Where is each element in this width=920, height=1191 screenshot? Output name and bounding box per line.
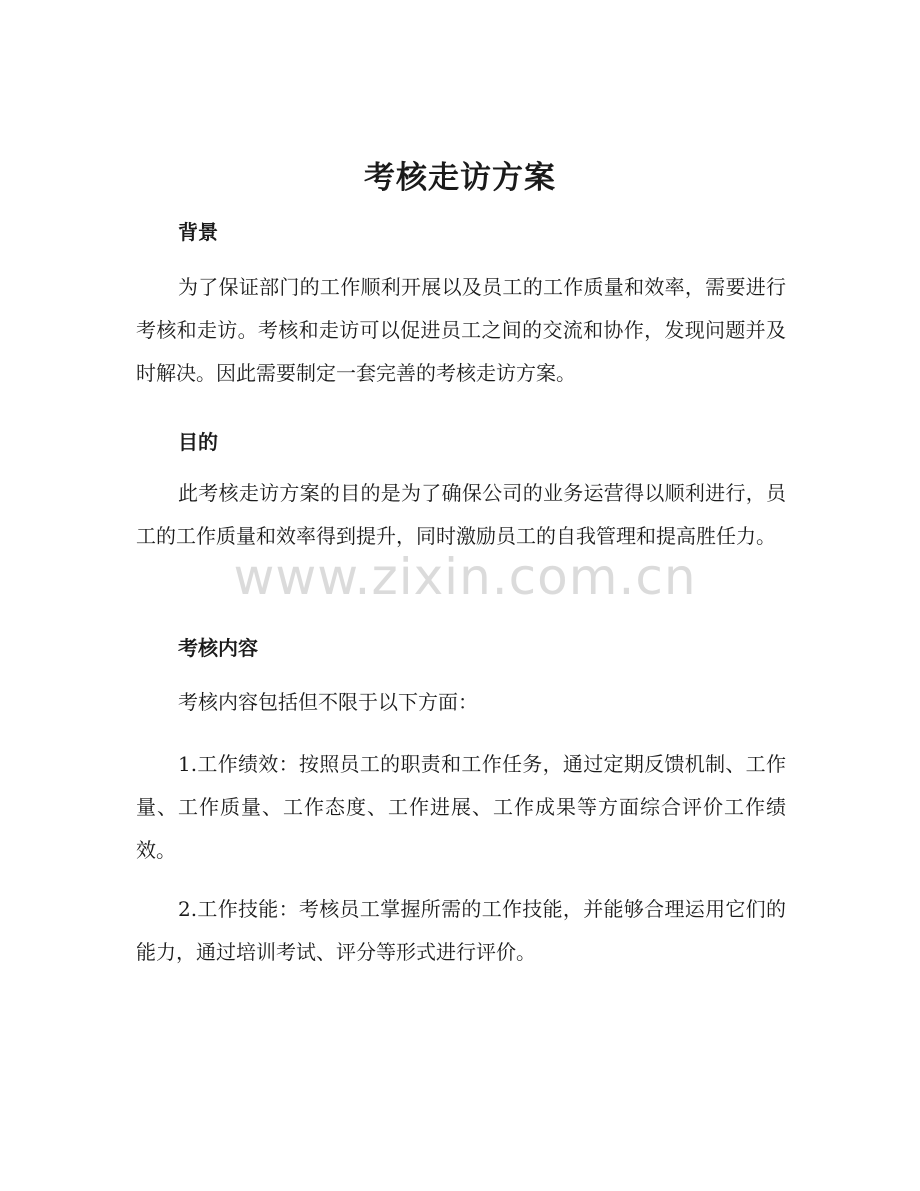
section-heading-assessment-content: 考核内容	[178, 636, 258, 660]
work-performance-paragraph: 1.工作绩效：按照员工的职责和工作任务，通过定期反馈机制、工作量、工作质量、工作态度、工作进展、工作成果等方面综合评价工作绩效。	[136, 752, 786, 862]
background-paragraph: 为了保证部门的工作顺利开展以及员工的工作质量和效率，需要进行考核和走访。考核和走访可以促进员工之间的交流和协作，发现问题并及时解决。因此需要制定一套完善的考核走访方案。	[136, 275, 786, 385]
document-title: 考核走访方案	[364, 160, 556, 196]
assessment-intro-paragraph: 考核内容包括但不限于以下方面：	[178, 690, 478, 714]
purpose-paragraph: 此考核走访方案的目的是为了确保公司的业务运营得以顺利进行，员工的工作质量和效率得到提升，同时激励员工的自我管理和提高胜任力。	[136, 481, 786, 548]
section-heading-background: 背景	[178, 220, 218, 244]
section-heading-purpose: 目的	[178, 430, 218, 454]
work-skills-paragraph: 2.工作技能：考核员工掌握所需的工作技能，并能够合理运用它们的能力，通过培训考试、评分等形式进行评价。	[136, 897, 786, 964]
watermark-text: www.zixin.com.cn	[233, 548, 697, 606]
